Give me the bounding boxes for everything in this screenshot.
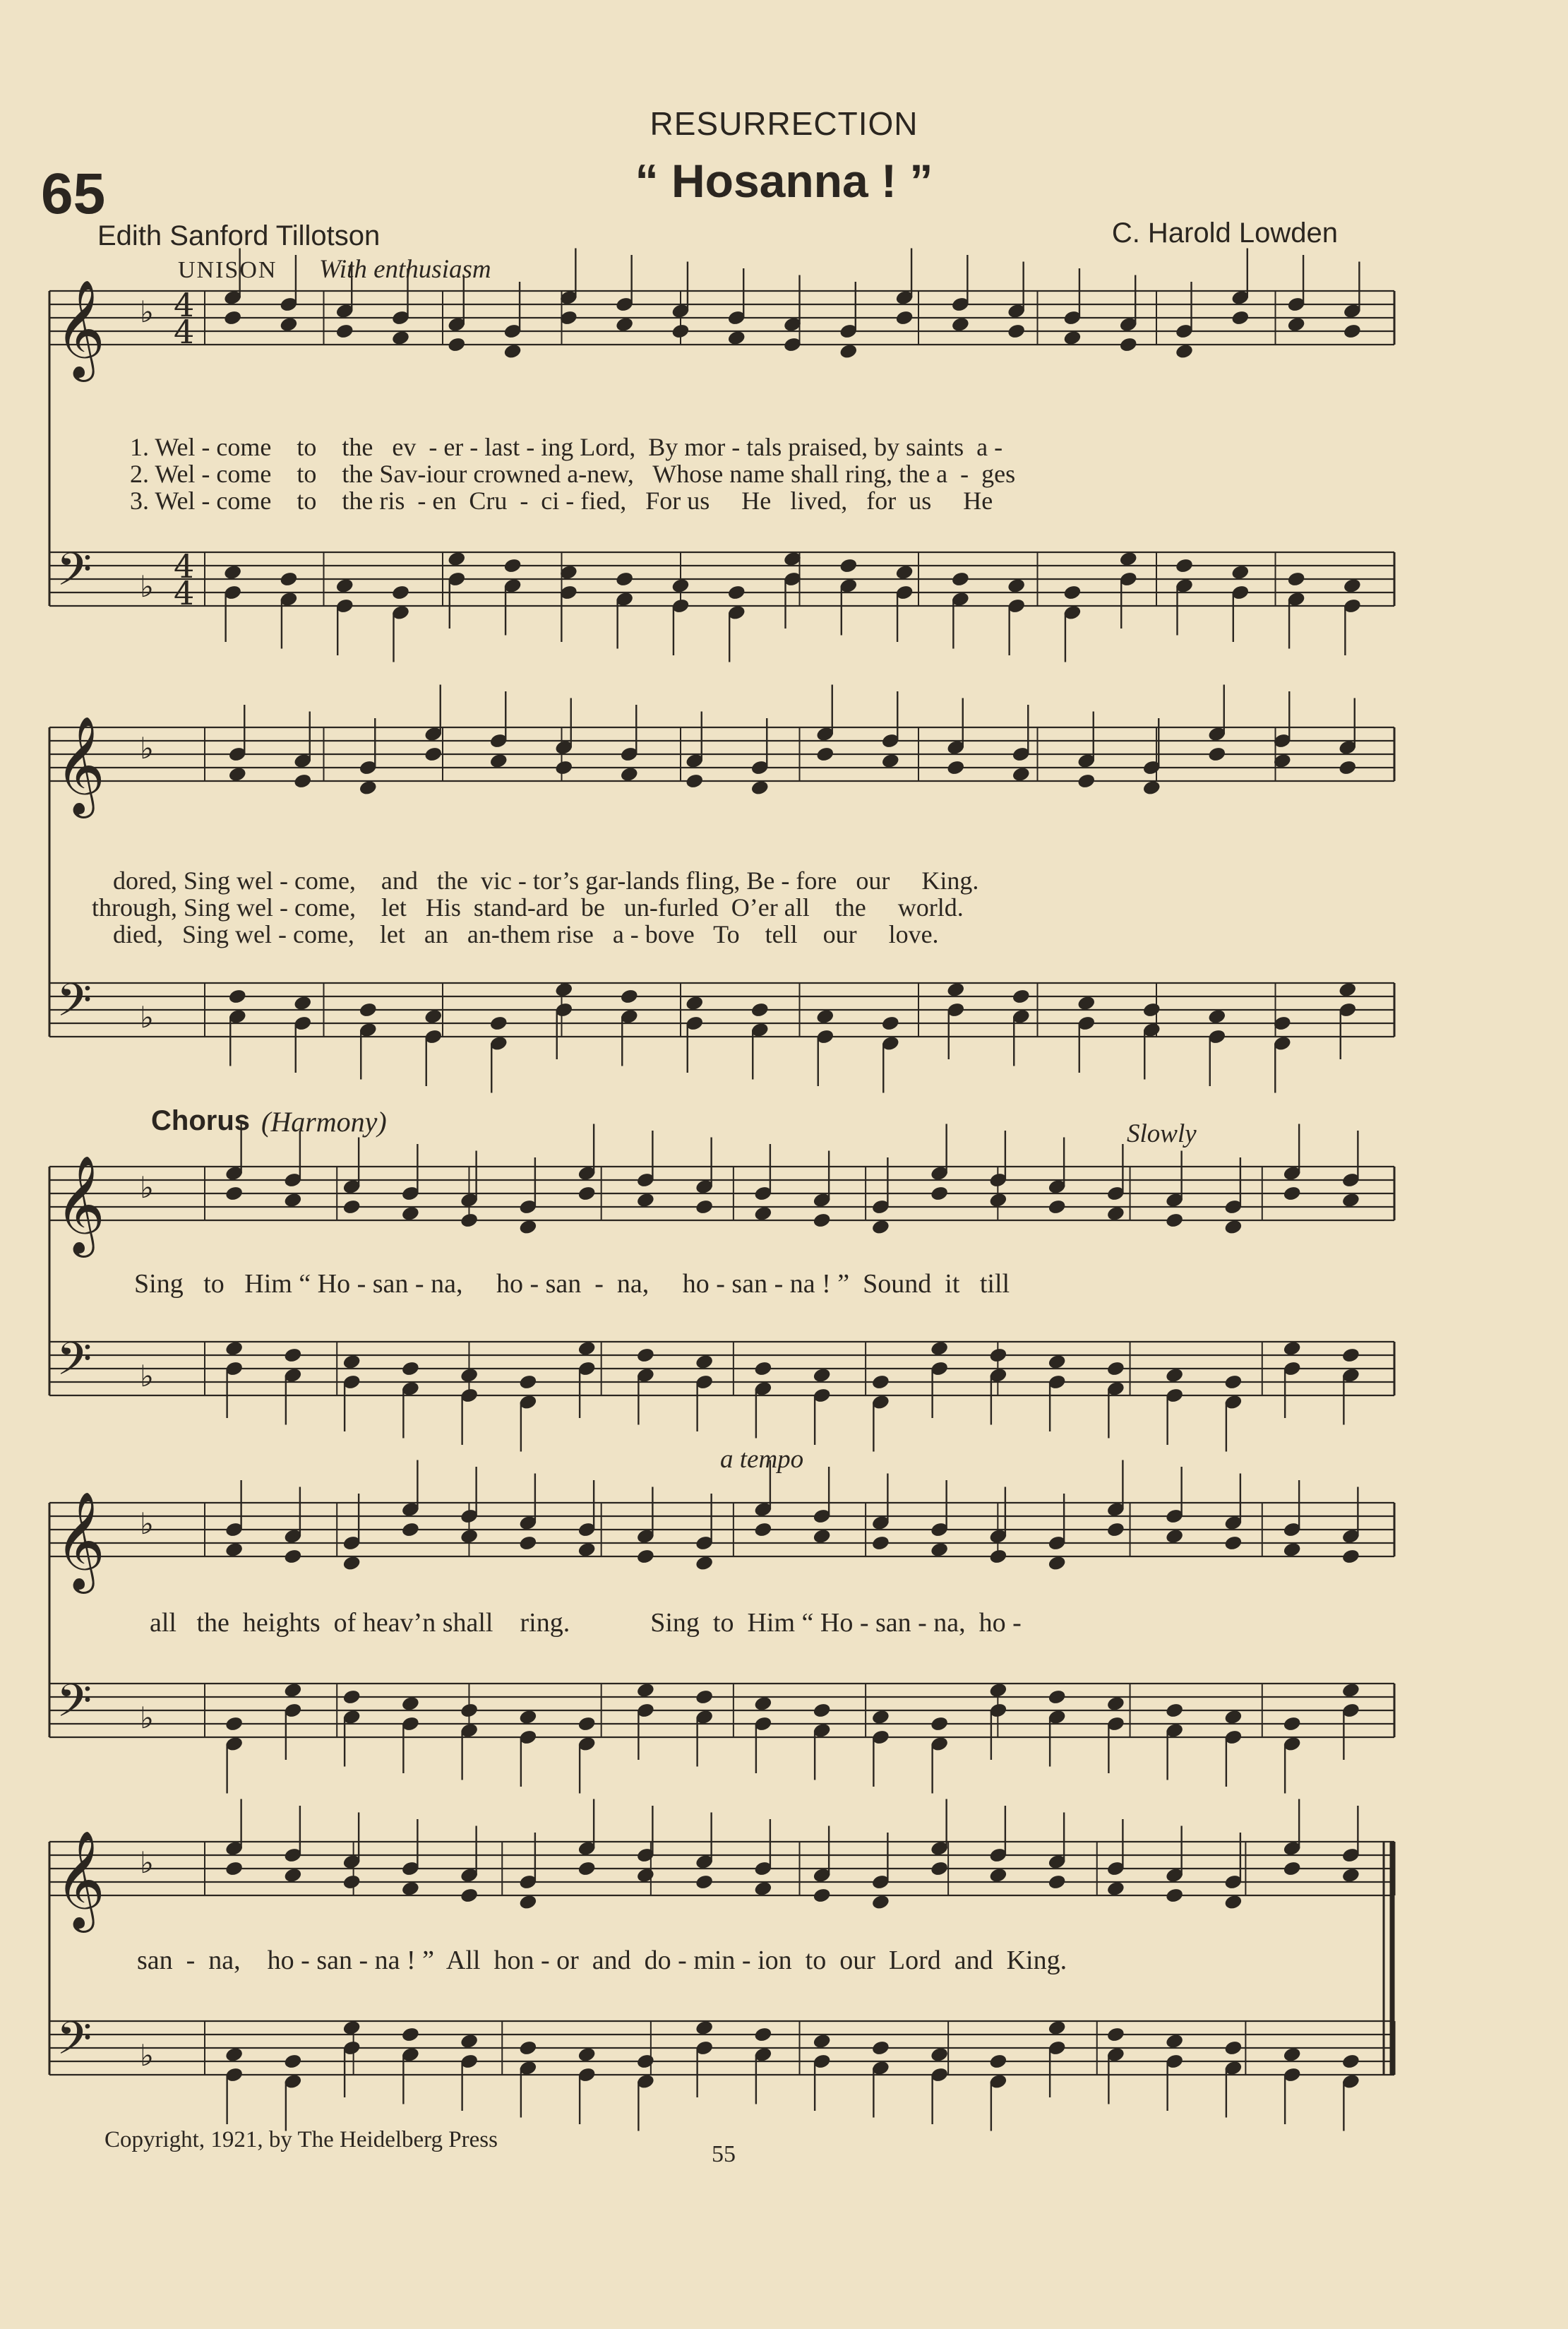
hymn-number: 65: [41, 162, 106, 226]
svg-text:♭: ♭: [140, 731, 154, 766]
svg-text:♭: ♭: [140, 1506, 154, 1541]
svg-text:♭: ♭: [140, 1359, 154, 1393]
verse-3-line-1: 3. Wel - come to the ris - en Cru - ci - fied, For us He lived, for us He: [130, 487, 993, 515]
svg-text:4: 4: [174, 547, 195, 585]
composer-credit: C. Harold Lowden: [1111, 218, 1338, 249]
chorus-lyric-2: all the heights of heav’n shall ring. Sing to Him “ Ho - san - na, ho -: [150, 1608, 1022, 1638]
chorus-heading: Chorus: [151, 1105, 250, 1136]
svg-text:𝄢: 𝄢: [56, 1333, 92, 1397]
svg-text:4: 4: [174, 286, 195, 324]
lyricist-credit: Edith Sanford Tillotson: [97, 220, 381, 251]
verse-1-line-1: 1. Wel - come to the ev - er - last - ing Lord, By mor - tals praised, by saints a -: [130, 433, 1003, 461]
tempo-marking-a-tempo: a tempo: [720, 1445, 804, 1474]
verse-2-line-2: through, Sing wel - come, let His stand-ard be un-furled O’er all the world.: [92, 893, 964, 922]
page-number: 55: [712, 2141, 736, 2167]
svg-text:𝄞: 𝄞: [55, 716, 105, 814]
svg-text:♭: ♭: [140, 294, 154, 329]
svg-text:𝄢: 𝄢: [56, 975, 92, 1038]
section-heading: RESURRECTION: [650, 105, 918, 142]
svg-text:♭: ♭: [140, 1845, 154, 1880]
svg-text:𝄞: 𝄞: [55, 280, 105, 378]
chorus-lyric-1: Sing to Him “ Ho - san - na, ho - san - na, ho - san - na ! ” Sound it till: [134, 1269, 1010, 1299]
hymn-title: “ Hosanna ! ”: [635, 155, 933, 207]
svg-text:♭: ♭: [140, 569, 154, 604]
svg-text:4: 4: [174, 574, 195, 612]
tempo-marking-enthusiasm: With enthusiasm: [319, 255, 491, 284]
copyright-notice: Copyright, 1921, by The Heidelberg Press: [104, 2127, 498, 2152]
svg-text:𝄞: 𝄞: [55, 1155, 105, 1253]
svg-text:4: 4: [174, 313, 195, 351]
svg-text:𝄢: 𝄢: [56, 2013, 92, 2076]
svg-text:𝄞: 𝄞: [55, 1491, 105, 1590]
svg-text:♭: ♭: [140, 1170, 154, 1205]
svg-text:𝄢: 𝄢: [56, 544, 92, 607]
svg-text:𝄢: 𝄢: [56, 1675, 92, 1739]
verse-2-line-1: 2. Wel - come to the Sav-iour crowned a-new, Whose name shall ring, the a - ges: [130, 460, 1016, 488]
chorus-lyric-3: san - na, ho - san - na ! ” All hon - or and do - min - ion to our Lord and King.: [137, 1946, 1067, 1975]
svg-text:♭: ♭: [140, 1700, 154, 1735]
harmony-marking: (Harmony): [261, 1106, 387, 1138]
tempo-marking-slowly: Slowly: [1127, 1119, 1197, 1148]
verse-3-line-2: died, Sing wel - come, let an an-them rise a - bove To tell our love.: [113, 920, 939, 948]
unison-marking: UNISON: [178, 257, 277, 283]
svg-text:♭: ♭: [140, 1000, 154, 1035]
svg-text:♭: ♭: [140, 2038, 154, 2073]
verse-1-line-2: dored, Sing wel - come, and the vic - tor’s gar-lands fling, Be - fore our King.: [113, 866, 979, 895]
svg-text:𝄞: 𝄞: [55, 1830, 105, 1929]
